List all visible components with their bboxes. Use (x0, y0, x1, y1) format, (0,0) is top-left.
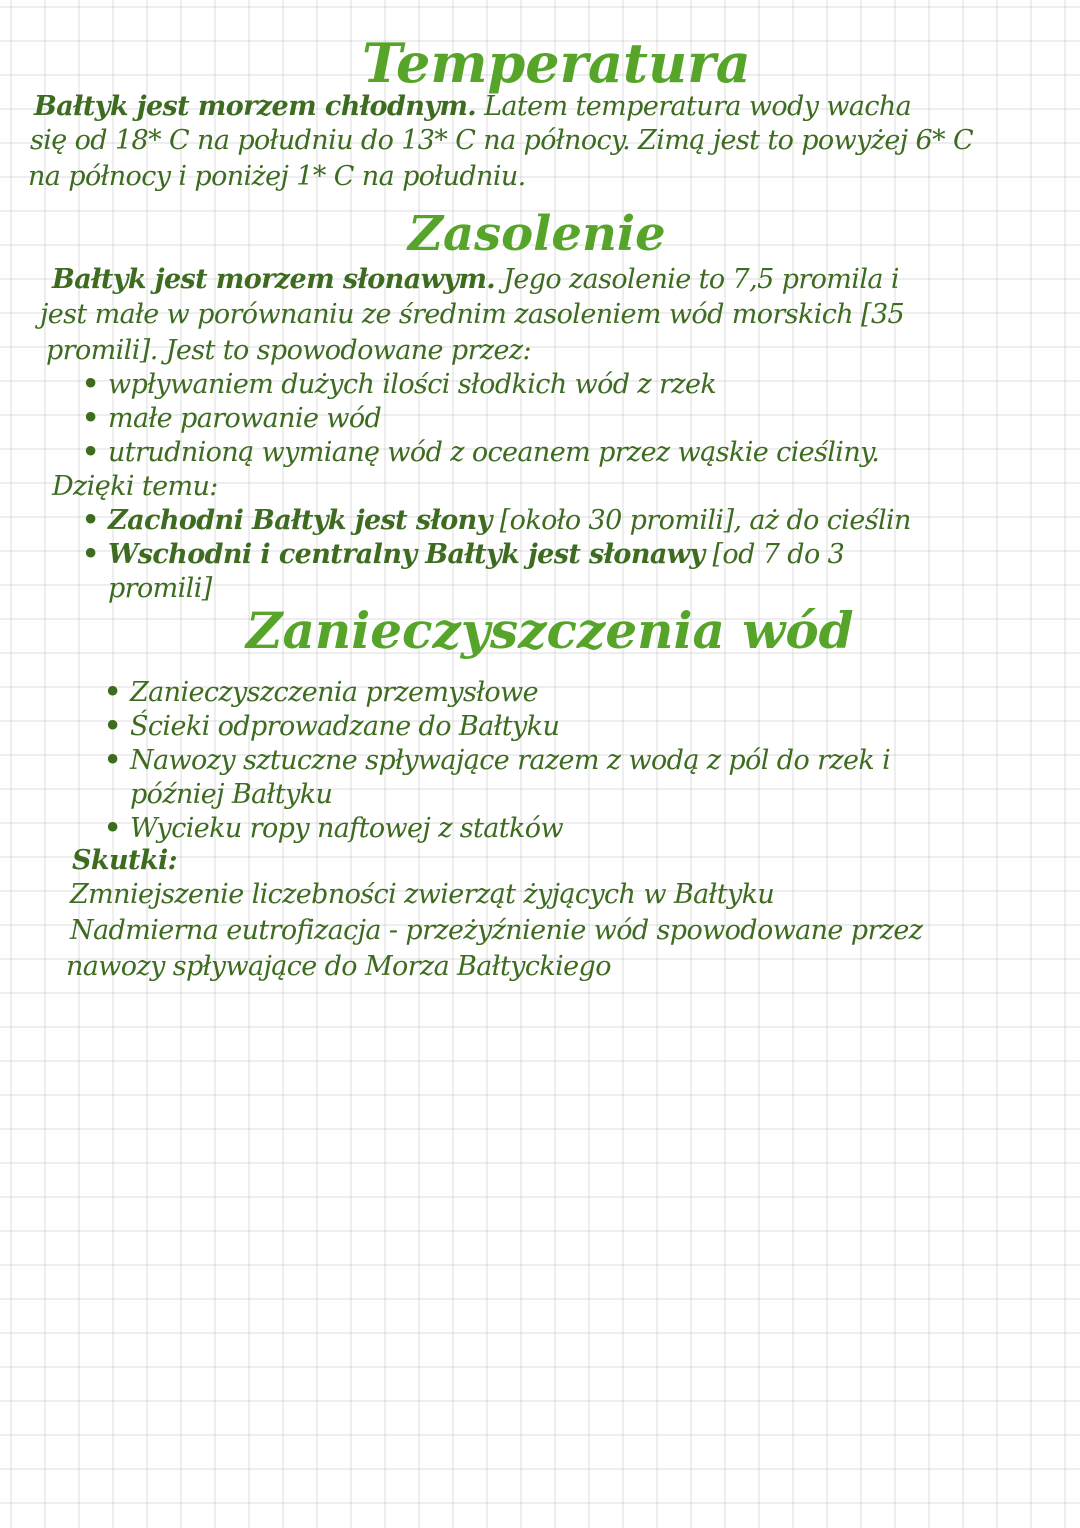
zasolenie-line-3: promili]. Jest to spowodowane przez: (46, 335, 532, 366)
temperatura-line-1-rest: Latem temperatura wody wacha (476, 91, 912, 122)
skutki-line: Nadmierna eutrofizacja - przeżyźnienie wód spowodowane przez (70, 915, 923, 946)
heading-temperatura: Temperatura (362, 31, 751, 95)
effect-item-rest: [od 7 do 3 (704, 539, 845, 570)
zasolenie-line-1-rest: Jego zasolenie to 7,5 promila i (495, 264, 899, 295)
effect-item (82, 504, 911, 538)
cause-item (82, 402, 381, 436)
heading-zasolenie: Zasolenie (408, 206, 666, 262)
temperatura-line-3: na północy i poniżej 1* C na południu. (28, 161, 526, 192)
pollution-item-text: Nawozy sztuczne spływające razem z wodą z pól do rzek i (130, 745, 891, 776)
bullet-dot-icon: • (82, 403, 99, 434)
temperatura-bold-lead: Bałtyk jest morzem chłodnym. (34, 91, 477, 122)
cause-item-text: utrudnioną wymianę wód z oceanem przez wąskie cieśliny. (108, 437, 880, 468)
zasolenie-line-2: jest małe w porównaniu ze średnim zasoleniem wód morskich [35 (40, 299, 905, 330)
temperatura-line-2: się od 18* C na południu do 13* C na północy. Zimą jest to powyżej 6* C (30, 125, 974, 156)
effect-item-continuation: promili] (108, 573, 212, 604)
bullet-dot-icon: • (104, 745, 121, 776)
cause-item-text: małe parowanie wód (108, 403, 382, 434)
pollution-item (104, 744, 890, 778)
cause-item-text: wpływaniem dużych ilości słodkich wód z rzek (108, 369, 717, 400)
effect-item-bold: Zachodni Bałtyk jest słony (108, 505, 492, 536)
skutki-line: nawozy spływające do Morza Bałtyckiego (66, 951, 611, 982)
bullet-dot-icon: • (82, 505, 99, 536)
cause-item (82, 436, 879, 470)
effect-item-rest: [około 30 promili], aż do cieślin (491, 505, 911, 536)
bullet-dot-icon: • (82, 437, 99, 468)
pollution-item-text: Zanieczyszczenia przemysłowe (130, 677, 538, 708)
skutki-label: Skutki: (72, 845, 178, 876)
effect-item-bold: Wschodni i centralny Bałtyk jest słonawy (108, 539, 705, 570)
skutki-line: Zmniejszenie liczebności zwierząt żyjących w Bałtyku (70, 879, 775, 910)
pollution-item (104, 710, 559, 744)
thanks-label: Dzięki temu: (52, 471, 218, 502)
pollution-item (104, 676, 538, 710)
temperatura-line-1 (34, 90, 911, 124)
bullet-dot-icon: • (82, 369, 99, 400)
pollution-item (104, 812, 563, 846)
cause-item (82, 368, 716, 402)
zasolenie-bold-lead: Bałtyk jest morzem słonawym. (52, 264, 496, 295)
bullet-dot-icon: • (104, 711, 121, 742)
bullet-dot-icon: • (82, 539, 99, 570)
pollution-item-text: Ścieki odprowadzane do Bałtyku (130, 711, 560, 742)
pollution-item-continuation: później Bałtyku (130, 779, 333, 810)
pollution-item-text: Wycieku ropy naftowej z statków (130, 813, 563, 844)
zasolenie-line-1 (52, 263, 899, 297)
heading-zanieczyszczenia: Zanieczyszczenia wód (246, 601, 854, 660)
bullet-dot-icon: • (104, 677, 121, 708)
effect-item (82, 538, 844, 572)
bullet-dot-icon: • (104, 813, 121, 844)
